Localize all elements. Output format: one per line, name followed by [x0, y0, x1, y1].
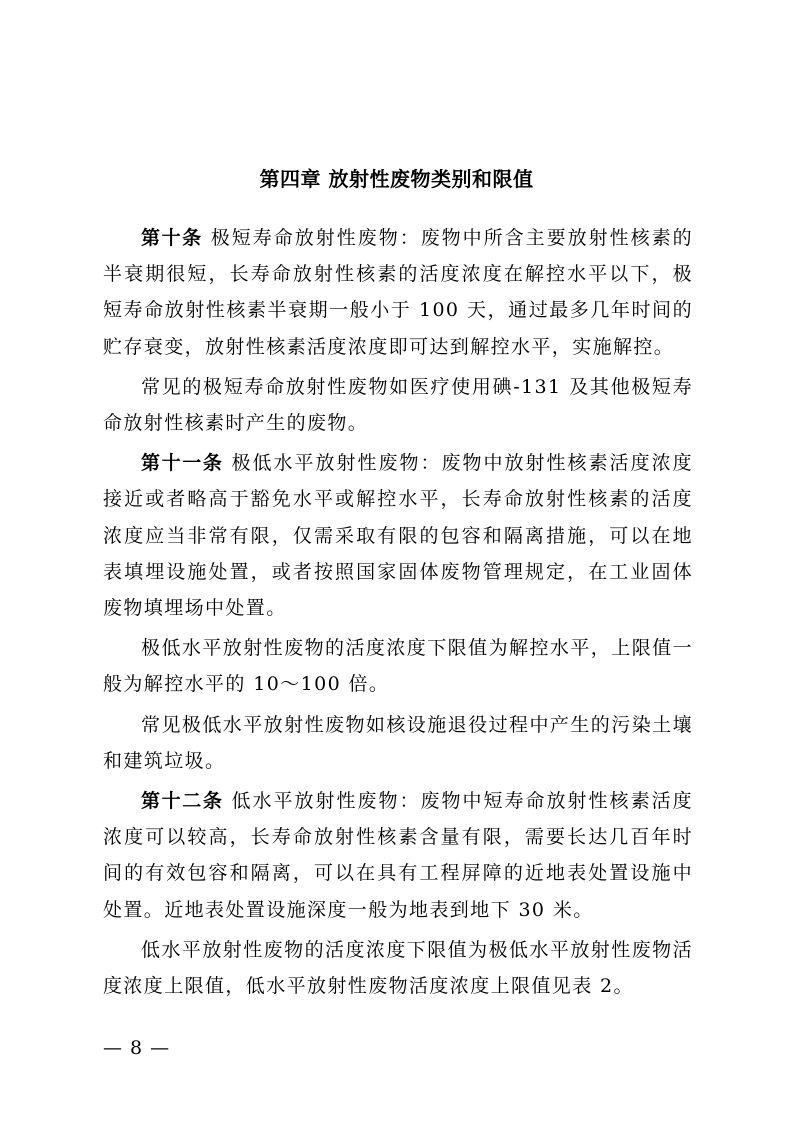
- paragraph-text: 常见极低水平放射性废物如核设施退役过程中产生的污染土壤和建筑垃圾。: [103, 713, 693, 772]
- page-number: — 8 —: [103, 1037, 171, 1059]
- paragraph: [103, 630, 693, 702]
- paragraph-text: 极低水平放射性废物的活度浓度下限值为解控水平，上限值一般为解控水平的 10～100 倍。: [103, 637, 693, 696]
- paragraph: [103, 707, 693, 779]
- article-10-paragraph: [103, 220, 693, 365]
- article-label: 第十一条: [141, 452, 224, 475]
- paragraph: [103, 932, 693, 1004]
- paragraph-text: 常见的极短寿命放射性废物如医疗使用碘-131 及其他极短寿命放射性核素时产生的废物。: [103, 375, 693, 435]
- article-12-paragraph: [103, 783, 693, 928]
- paragraph-text: 低水平放射性废物：废物中短寿命放射性核素活度浓度可以较高，长寿命放射性核素含量有限，需要长达几百年时间的有效包容和隔离，可以在具有工程屏障的近地表处置设施中处置。近地表处置设施深度一般为地表到地下 30 米。: [103, 790, 693, 921]
- article-label: 第十条: [141, 227, 203, 249]
- chapter-title: 第四章 放射性废物类别和限值: [259, 167, 534, 191]
- paragraph-text: 低水平放射性废物的活度浓度下限值为极低水平放射性废物活度浓度上限值，低水平放射性废物活度浓度上限值见表 2。: [103, 938, 693, 998]
- paragraph-text: 极低水平放射性废物：废物中放射性核素活度浓度接近或者略高于豁免水平或解控水平，长寿命放射性核素的活度浓度应当非常有限，仅需采取有限的包容和隔离措施，可以在地表填埋设施处置，或者按照国家固体废物管理规定，在工业固体废物填埋场中处置。: [103, 452, 693, 620]
- paragraph-text: 极短寿命放射性废物：废物中所含主要放射性核素的半衰期很短，长寿命放射性核素的活度浓度在解控水平以下，极短寿命放射性核素半衰期一般小于 100 天，通过最多几年时间的贮存衰变，放射性核素活度浓度即可达到解控水平，实施解控。: [103, 227, 693, 358]
- article-11-paragraph: [103, 445, 693, 626]
- paragraph: [103, 369, 693, 441]
- article-label: 第十二条: [141, 790, 224, 813]
- body-text: [103, 220, 693, 1008]
